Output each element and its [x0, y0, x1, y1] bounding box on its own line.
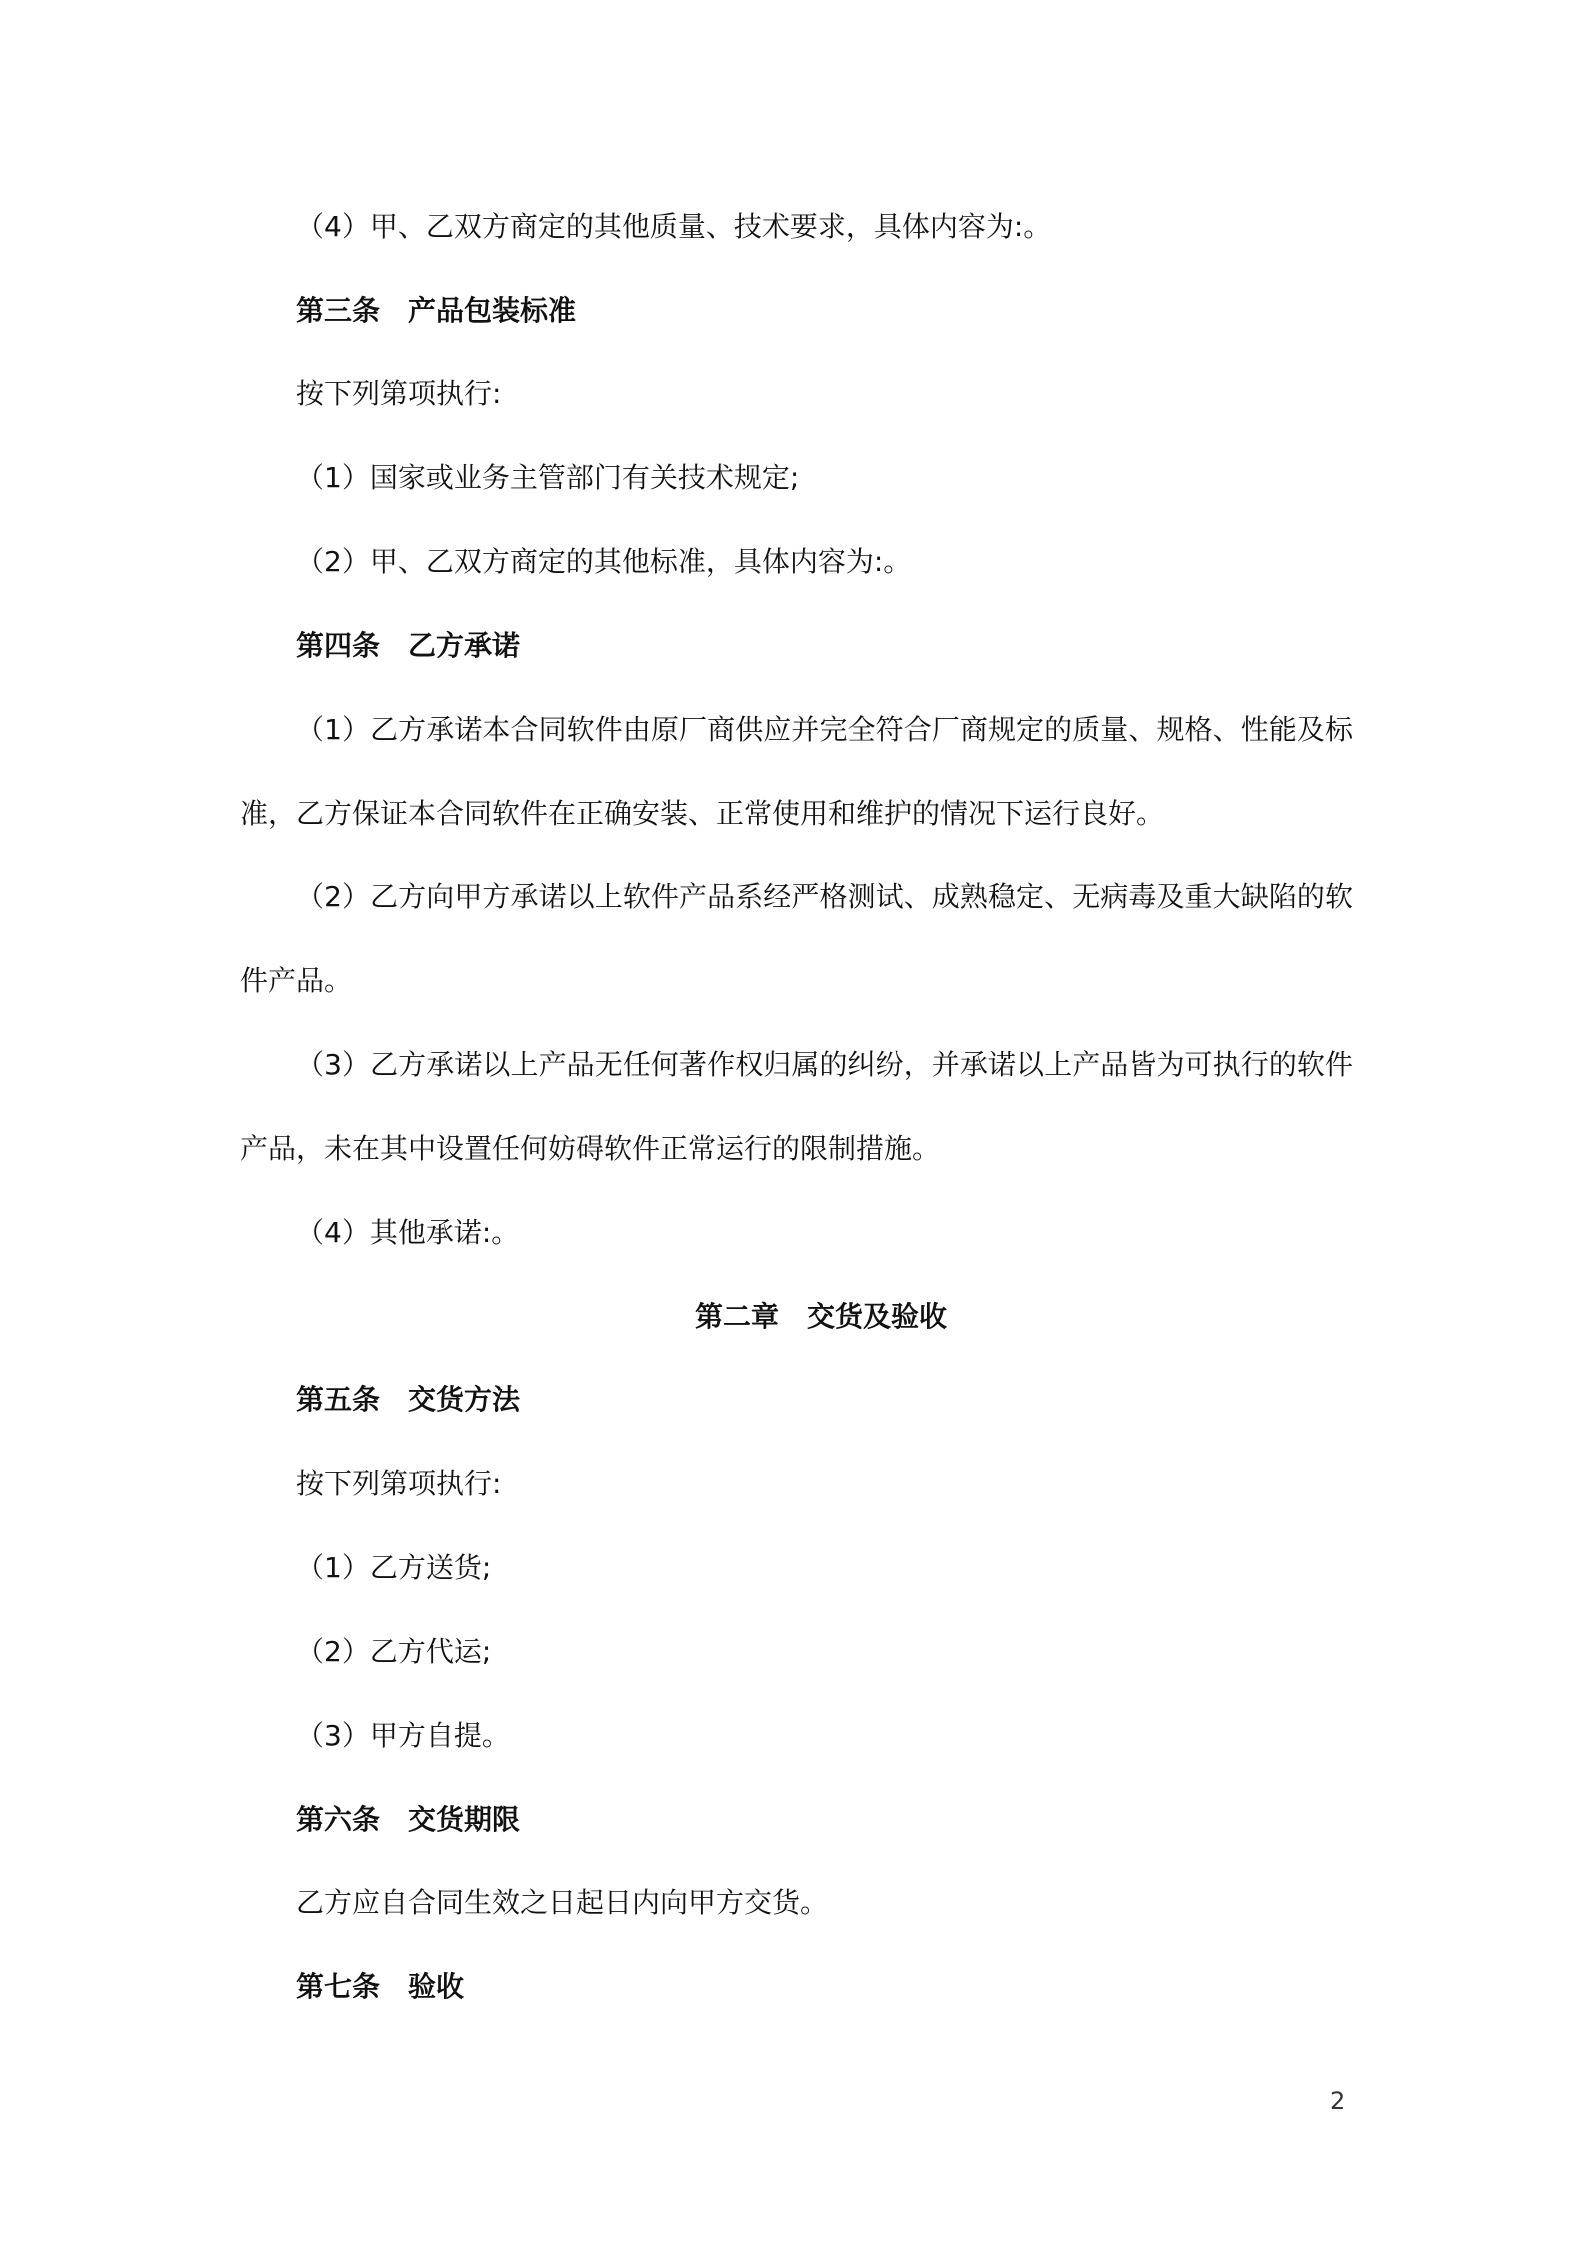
article-3-heading: 第三条 产品包装标准 [296, 294, 577, 327]
article-4-item-3-line-2: 产品，未在其中设置任何妨碍软件正常运行的限制措施。 [240, 1132, 941, 1165]
article-5-item-2: （2）乙方代运; [296, 1635, 492, 1668]
article-3-instruction: 按下列第项执行: [296, 377, 502, 410]
article-3-item-1: （1）国家或业务主管部门有关技术规定; [296, 461, 800, 494]
article-3-item-2: （2）甲、乙双方商定的其他标准，具体内容为:。 [296, 545, 912, 578]
article-4-item-1-line-1: （1）乙方承诺本合同软件由原厂商供应并完全符合厂商规定的质量、规格、性能及标 [296, 713, 1353, 746]
article-6-heading: 第六条 交货期限 [296, 1803, 521, 1836]
article-4-heading: 第四条 乙方承诺 [296, 629, 521, 662]
article-4-item-2-line-1: （2）乙方向甲方承诺以上软件产品系经严格测试、成熟稳定、无病毒及重大缺陷的软 [296, 880, 1353, 913]
article-4-item-4: （4）其他承诺:。 [296, 1216, 520, 1249]
article-5-item-3: （3）甲方自提。 [296, 1719, 510, 1752]
article-4-item-3-line-1: （3）乙方承诺以上产品无任何著作权归属的纠纷，并承诺以上产品皆为可执行的软件 [296, 1048, 1353, 1081]
article-4-item-1-line-2: 准，乙方保证本合同软件在正确安装、正常使用和维护的情况下运行良好。 [240, 797, 1165, 830]
article-5-item-1: （1）乙方送货; [296, 1551, 492, 1584]
chapter-2-heading: 第二章 交货及验收 [694, 1300, 947, 1333]
page-number: 2 [1330, 2087, 1346, 2115]
article-4-item-2-line-2: 件产品。 [240, 964, 353, 997]
article-5-heading: 第五条 交货方法 [296, 1383, 521, 1416]
article-6-body: 乙方应自合同生效之日起日内向甲方交货。 [296, 1886, 829, 1919]
article-5-instruction: 按下列第项执行: [296, 1467, 502, 1500]
clause-2-item-4: （4）甲、乙双方商定的其他质量、技术要求，具体内容为:。 [296, 210, 1052, 243]
article-7-heading: 第七条 验收 [296, 1970, 465, 2003]
